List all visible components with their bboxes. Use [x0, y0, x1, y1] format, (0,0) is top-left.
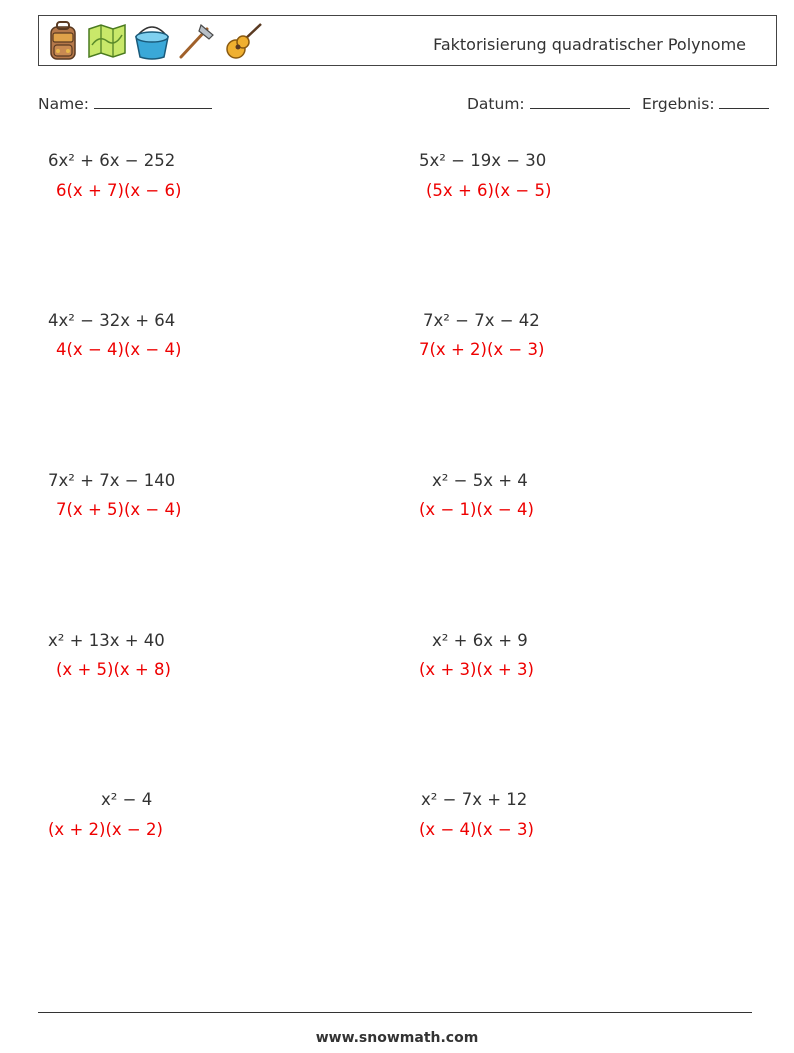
problem-3: 4x² − 32x + 64	[48, 311, 176, 330]
answer-9: (x + 2)(x − 2)	[48, 820, 163, 839]
problem-6: x² − 5x + 4	[432, 471, 528, 490]
problem-8: x² + 6x + 9	[432, 631, 528, 650]
result-blank[interactable]	[719, 94, 769, 109]
worksheet-header	[38, 15, 777, 66]
answer-5: 7(x + 5)(x − 4)	[56, 500, 182, 519]
problem-5: 7x² + 7x − 140	[48, 471, 176, 490]
problem-1: 6x² + 6x − 252	[48, 151, 176, 170]
map-icon	[87, 23, 127, 59]
answer-3: 4(x − 4)(x − 4)	[56, 340, 182, 359]
answer-6: (x − 1)(x − 4)	[419, 500, 534, 519]
guitar-icon	[223, 21, 265, 61]
problem-9: x² − 4	[101, 790, 153, 809]
problem-10: x² − 7x + 12	[421, 790, 528, 809]
bucket-icon	[133, 21, 171, 61]
problem-7: x² + 13x + 40	[48, 631, 165, 650]
worksheet-title: Faktorisierung quadratischer Polynome	[433, 35, 746, 54]
answer-8: (x + 3)(x + 3)	[419, 660, 534, 679]
answer-2: (5x + 6)(x − 5)	[426, 181, 552, 200]
footer-divider	[38, 1012, 752, 1013]
answer-4: 7(x + 2)(x − 3)	[419, 340, 545, 359]
axe-icon	[177, 21, 217, 61]
footer-url[interactable]: www.snowmath.com	[315, 1030, 479, 1046]
result-field[interactable]	[642, 94, 769, 113]
answer-7: (x + 5)(x + 8)	[56, 660, 171, 679]
answer-10: (x − 4)(x − 3)	[419, 820, 534, 839]
result-label: Ergebnis:	[642, 95, 715, 113]
problem-2: 5x² − 19x − 30	[419, 151, 547, 170]
date-label: Datum:	[467, 95, 525, 113]
name-field[interactable]	[38, 94, 212, 113]
header-icons	[45, 20, 265, 62]
date-blank[interactable]	[530, 94, 630, 109]
problem-4: 7x² − 7x − 42	[423, 311, 540, 330]
name-label: Name:	[38, 95, 89, 113]
backpack-icon	[45, 21, 81, 61]
name-blank[interactable]	[94, 94, 212, 109]
date-field[interactable]	[467, 94, 630, 113]
answer-1: 6(x + 7)(x − 6)	[56, 181, 182, 200]
